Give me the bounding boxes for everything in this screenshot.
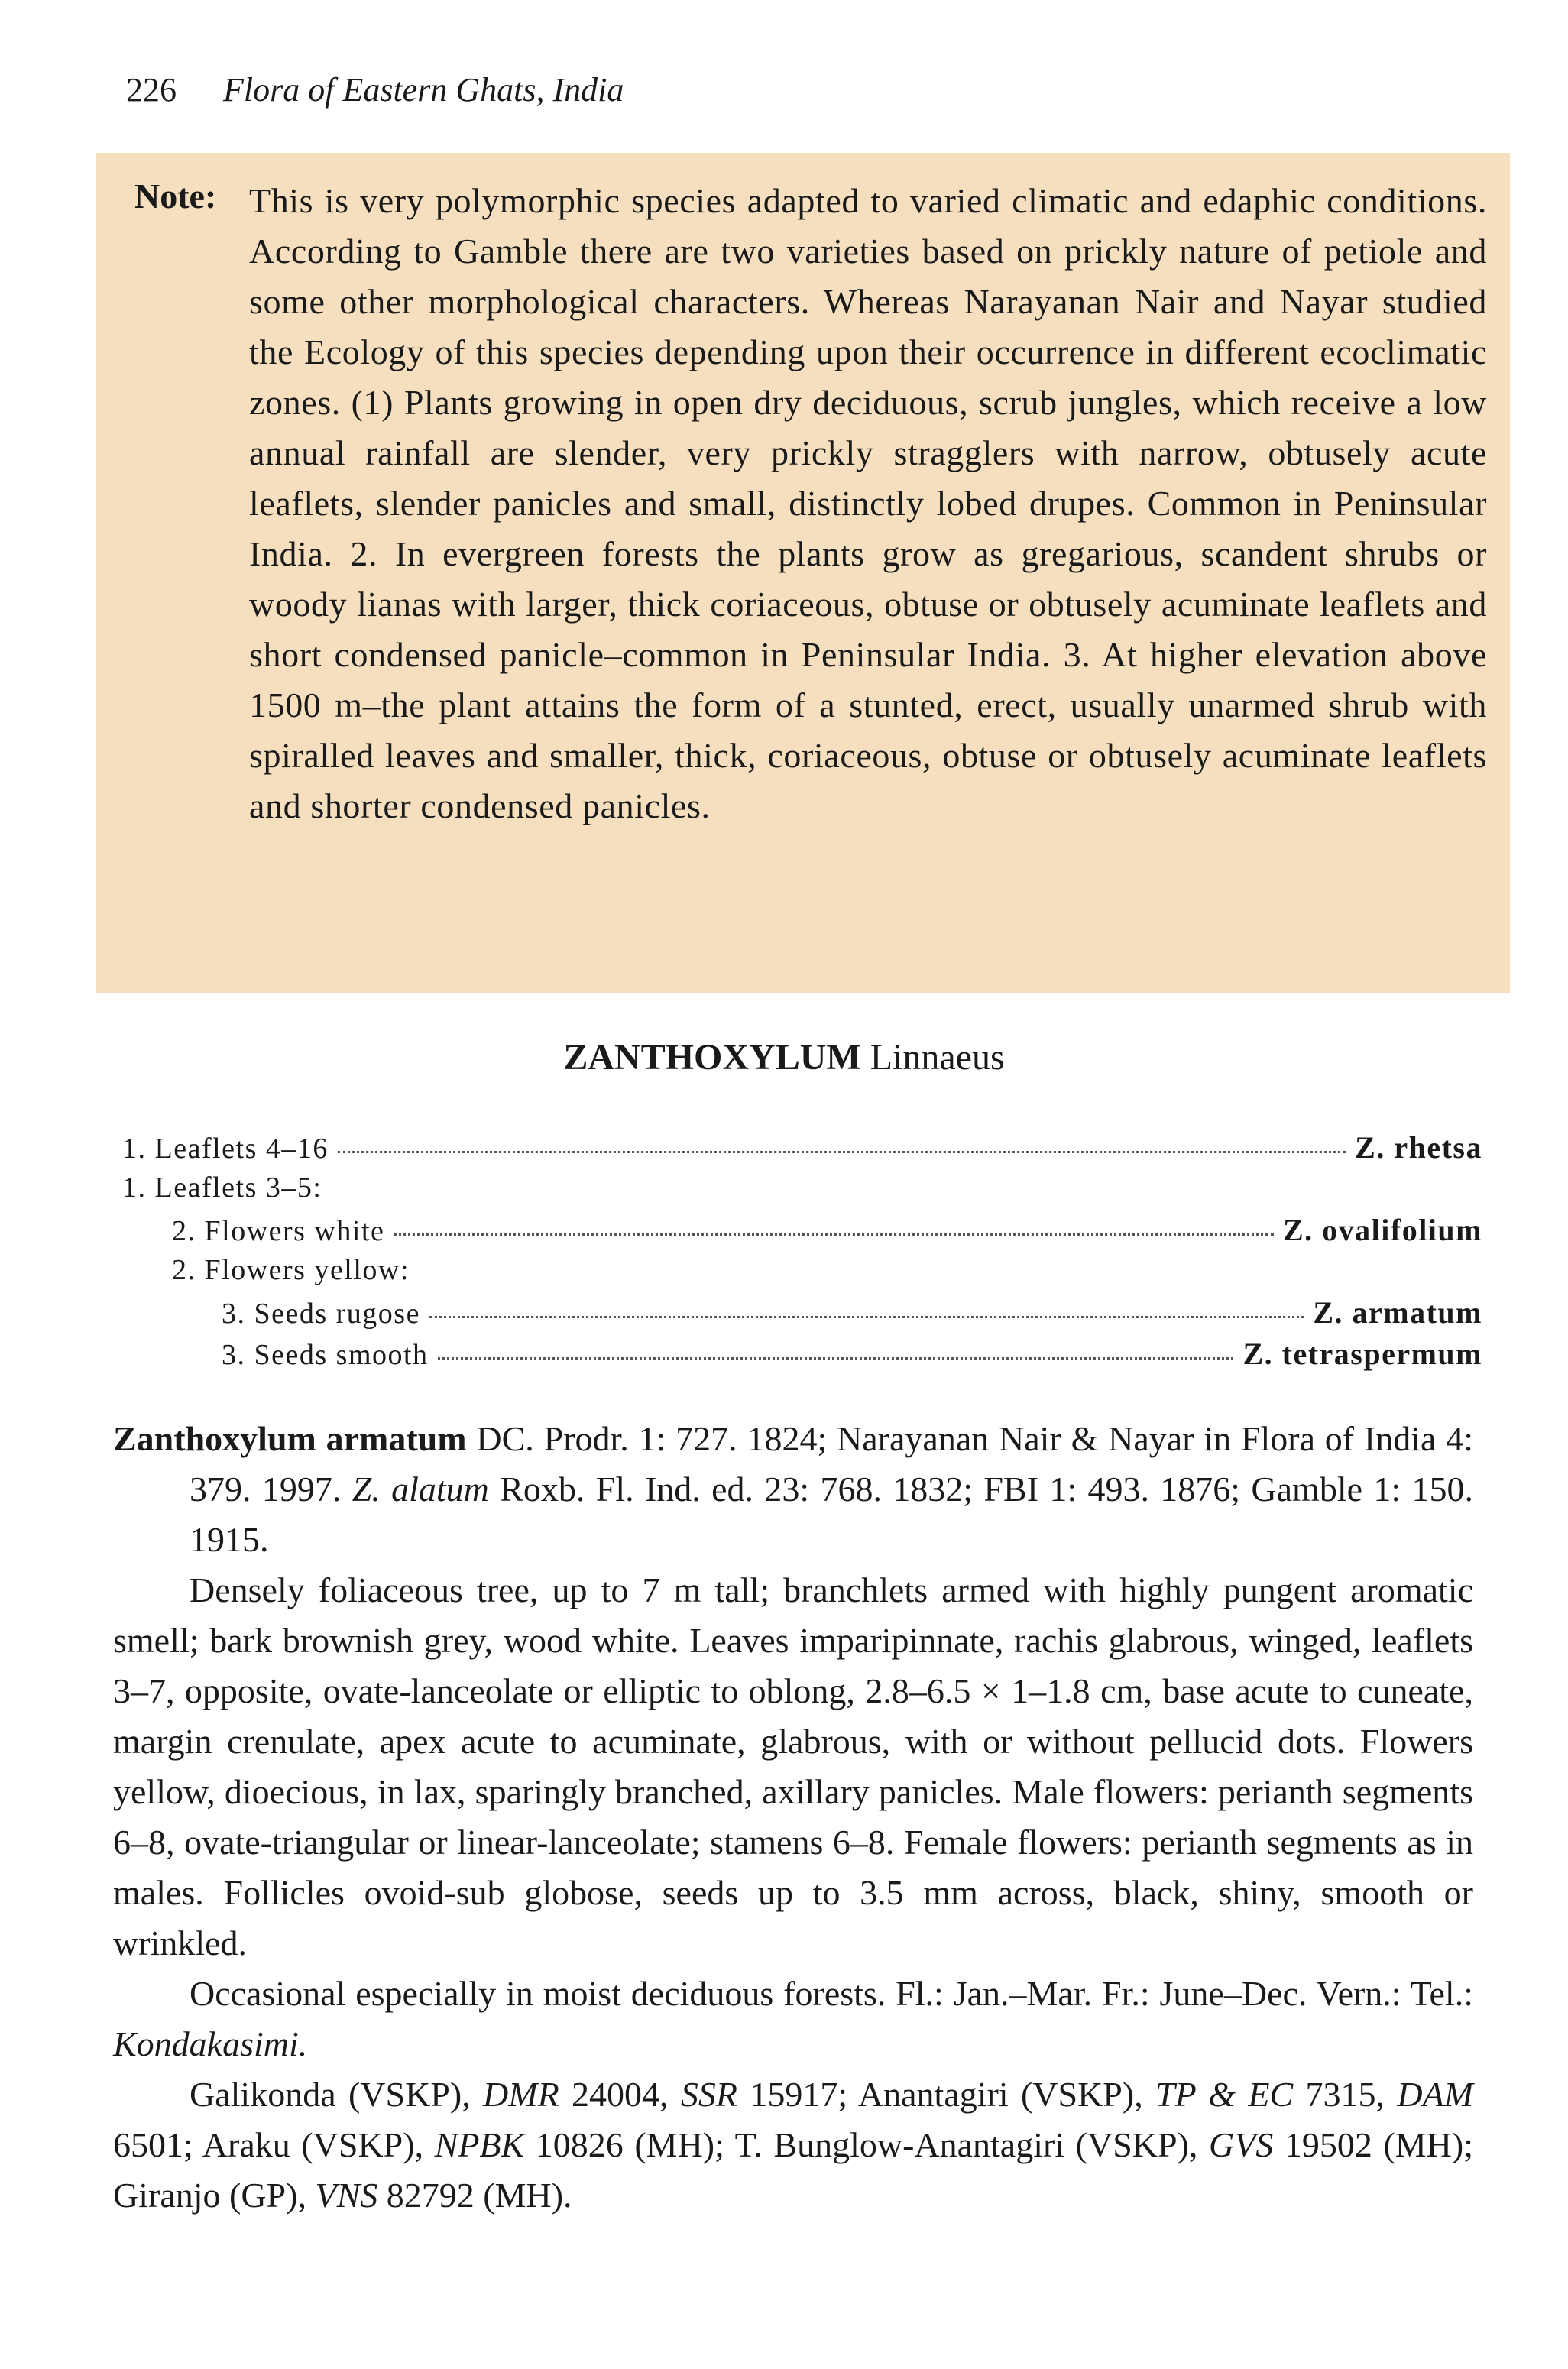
species-name: Zanthoxylum armatum [113,1419,467,1458]
genus-heading [0,1036,1568,1078]
key-leader-dots [429,1316,1304,1318]
species-entry [113,1414,1473,2221]
key-lead: 1. Leaflets 3–5: [122,1172,322,1204]
key-lead: 3. Seeds rugose [222,1298,420,1330]
key-row [122,1171,1482,1212]
key-leader-dots [438,1357,1234,1360]
specimens-paragraph: Galikonda (VSKP), DMR 24004, SSR 15917; Anantagiri (VSKP), TP & EC 7315, DAM 6501; Araku (VSKP), NPBK 10826 (MH); T. Bunglow-Anantagiri (VSKP), GVS 19502 (MH); Giranjo (GP), VNS 82792 (MH). [113,2075,1473,2215]
synonym-name: Z. alatum [352,1470,489,1509]
page-header [126,70,624,109]
key-lead: 2. Flowers white [172,1215,385,1247]
key-lead: 3. Seeds smooth [222,1339,429,1371]
note-label: Note: [134,177,217,216]
running-title: Flora of Eastern Ghats, India [223,71,624,109]
genus-name: ZANTHOXYLUM [563,1037,861,1078]
ecology-paragraph: Occasional especially in moist deciduous forests. Fl.: Jan.–Mar. Fr.: June–Dec. Vern.: Tel.: Kondakasimi. [113,1974,1473,2063]
key-species: Z. ovalifolium [1282,1213,1482,1247]
vernacular-name: Kondakasimi. [113,2024,308,2063]
key-lead: 1. Leaflets 4–16 [122,1133,329,1165]
key-row [122,1129,1482,1171]
identification-key [122,1129,1482,1377]
note-text: This is very polymorphic species adapted to varied climatic and edaphic conditions. According to Gamble there are two varieties based on prickly nature of petiole and some other morphological characters. Whereas Narayanan Nair and Nayar studied the Ecology of this species depending upon their occurrence in different ecoclimatic zones. (1) Plants growing in open dry deciduous, scrub jungles, which receive a low annual rainfall are slender, very prickly stragglers with narrow, obtusely acute leaflets, slender panicles and small, distinctly lobed drupes. Common in Peninsular India. 2. In evergreen forests the plants grow as gregarious, scandent shrubs or woody lianas with larger, thick coriaceous, obtuse or obtusely acuminate leaflets and short condensed panicle–common in Peninsular India. 3. At higher elevation above 1500 m–the plant attains the form of a stunted, erect, usually unarmed shrub with spiralled leaves and smaller, thick, coriaceous, obtuse or obtusely acuminate leaflets and shorter condensed panicles. [249,181,1487,825]
key-row [122,1336,1482,1377]
key-row [122,1253,1482,1295]
key-species: Z. rhetsa [1355,1130,1482,1165]
key-species: Z. tetraspermum [1242,1337,1482,1371]
description-paragraph: Densely foliaceous tree, up to 7 m tall; branchlets armed with highly pungent aromatic smell; bark brownish grey, wood white. Leaves imparipinnate, rachis glabrous, winged, leaflets 3–7, opposite, ovate-lanceolate or elliptic to oblong, 2.8–6.5 × 1–1.8 cm, base acute to cuneate, margin crenulate, apex acute to acuminate, glabrous, with or without pellucid dots. Flowers yellow, dioecious, in lax, sparingly branched, axillary panicles. Male flowers: perianth segments 6–8, ovate-triangular or linear-lanceolate; stamens 6–8. Female flowers: perianth segments as in males. Follicles ovoid-sub globose, seeds up to 3.5 mm across, black, shiny, smooth or wrinkled. [113,1570,1473,1962]
key-row [122,1295,1482,1336]
key-leader-dots [394,1233,1274,1236]
key-lead: 2. Flowers yellow: [172,1254,410,1286]
key-species: Z. armatum [1313,1295,1482,1330]
key-leader-dots [338,1151,1346,1153]
nomenclature-citation: Zanthoxylum armatum DC. Prodr. 1: 727. 1824; Narayanan Nair & Nayar in Flora of India 4: 379. 1997. Z. alatum Roxb. Fl. Ind. ed. 23: 768. 1832; FBI 1: 493. 1876; Gamble 1: 150. 1915. [113,1419,1473,1559]
page-number: 226 [126,71,177,109]
key-row [122,1212,1482,1253]
note-box [96,153,1510,993]
genus-author: Linnaeus [870,1037,1005,1078]
